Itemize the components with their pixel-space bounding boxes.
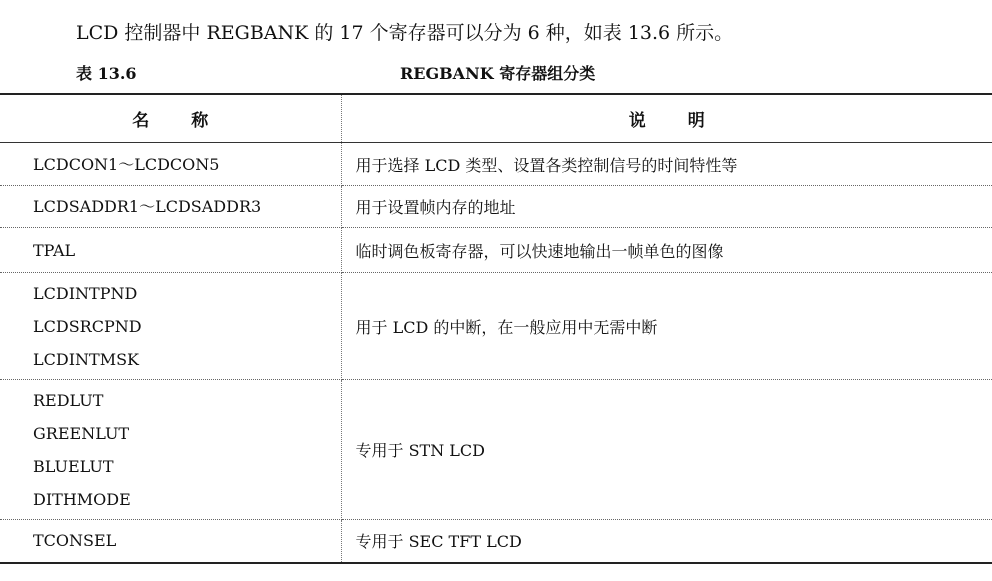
table-header-row (0, 94, 992, 143)
register-name: REDLUT (33, 390, 104, 410)
register-description: 专用于 STN LCD (341, 380, 992, 520)
register-name-cell (0, 186, 341, 228)
register-description: 用于 LCD 的中断，在一般应用中无需中断 (341, 273, 992, 380)
table-row (0, 143, 992, 186)
register-name-cell (0, 228, 341, 273)
register-name-cell (0, 380, 341, 520)
register-name: BLUELUT (33, 456, 114, 476)
intro-paragraph: LCD 控制器中 REGBANK 的 17 个寄存器可以分为 6 种，如表 13.6 所示。 (76, 22, 734, 44)
register-name: LCDINTMSK (33, 349, 139, 369)
table-row (0, 273, 992, 380)
table-row (0, 186, 992, 228)
header-desc-part2: 明 (687, 111, 705, 131)
register-name: LCDSADDR1～LCDSADDR3 (33, 197, 262, 216)
register-description: 专用于 SEC TFT LCD (341, 520, 992, 563)
table-caption-title: REGBANK 寄存器组分类 (400, 64, 596, 83)
header-description (341, 94, 992, 143)
register-name-cell (0, 520, 341, 563)
register-name: DITHMODE (33, 489, 131, 509)
register-name: LCDSRCPND (33, 316, 142, 336)
header-name-part2: 称 (191, 111, 209, 131)
register-name: TCONSEL (33, 531, 117, 551)
table-row (0, 228, 992, 273)
table-row (0, 520, 992, 563)
register-name: TPAL (33, 240, 76, 260)
header-desc-part1: 说 (628, 111, 646, 131)
register-name-cell (0, 143, 341, 186)
register-description: 用于设置帧内存的地址 (341, 186, 992, 228)
header-name-part1: 名 (132, 111, 150, 131)
register-name: LCDCON1～LCDCON5 (33, 154, 220, 174)
regbank-table (0, 93, 992, 564)
register-description: 临时调色板寄存器，可以快速地输出一帧单色的图像 (341, 228, 992, 273)
table-caption-label: 表 13.6 (76, 64, 137, 83)
register-name: GREENLUT (33, 423, 130, 443)
table-row (0, 380, 992, 520)
register-description: 用于选择 LCD 类型、设置各类控制信号的时间特性等 (341, 143, 992, 186)
register-name: LCDINTPND (33, 283, 138, 303)
register-name-cell (0, 273, 341, 380)
header-name (0, 94, 341, 143)
